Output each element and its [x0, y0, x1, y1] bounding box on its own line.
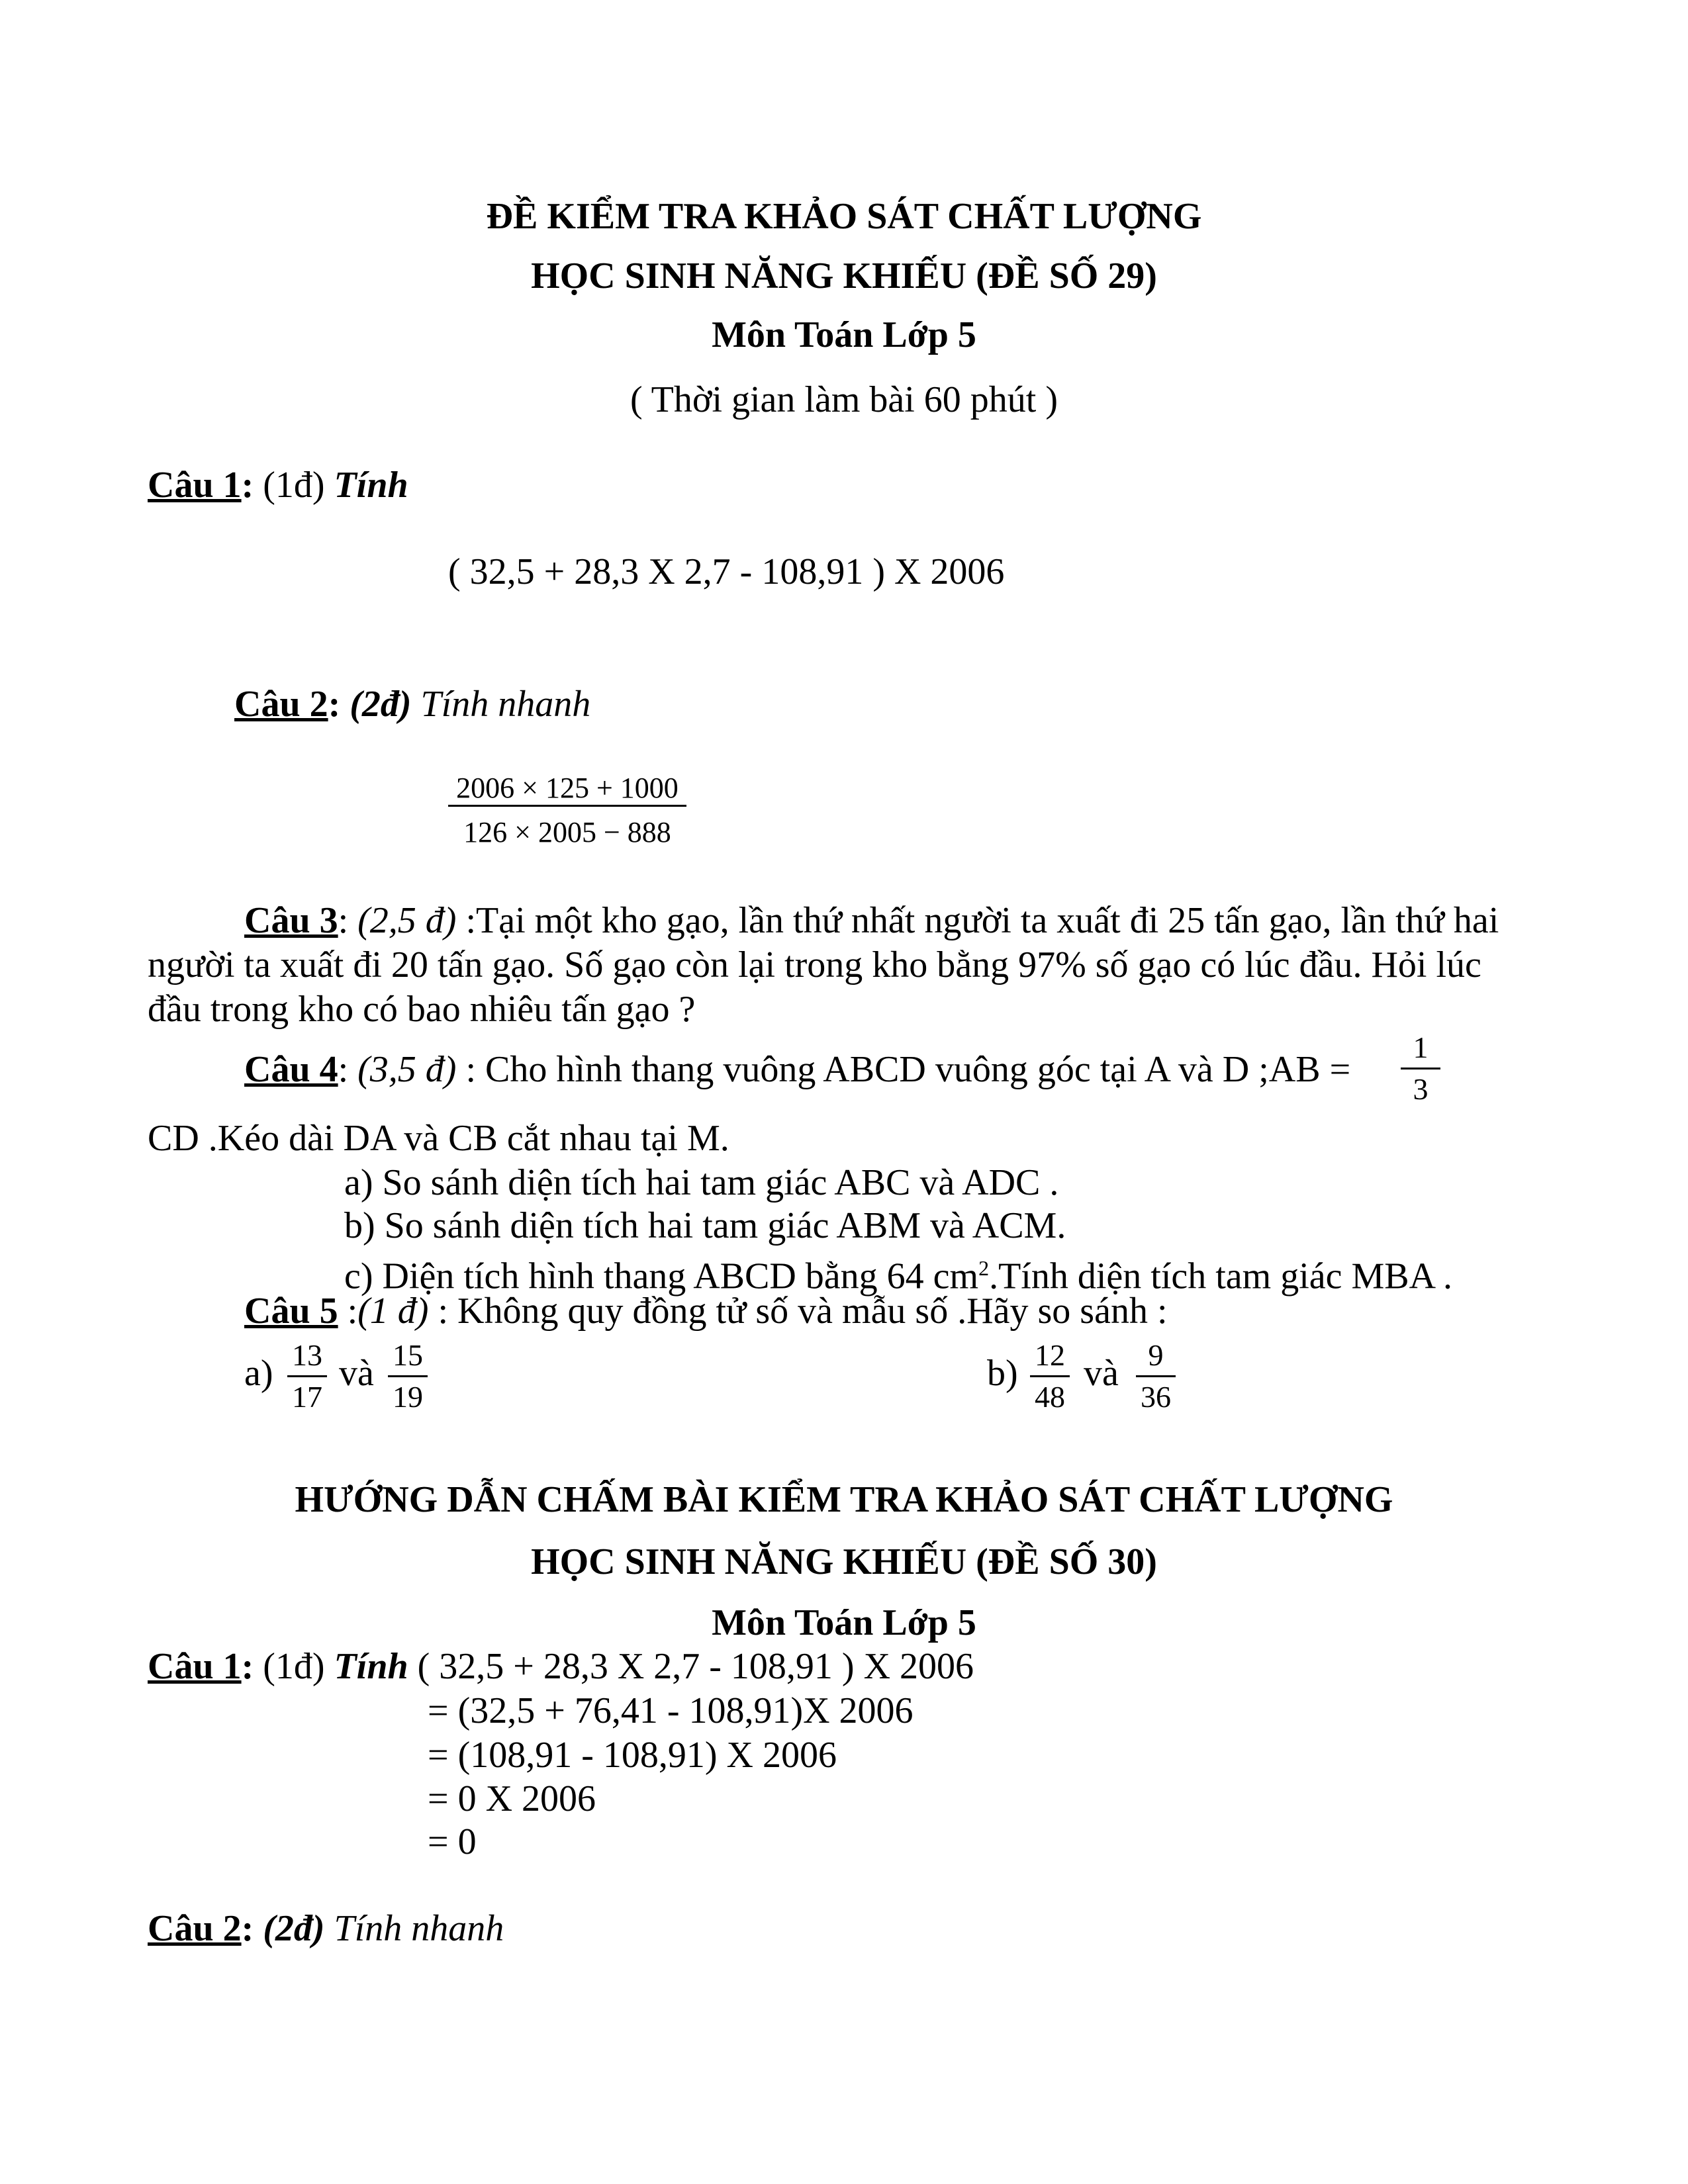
question-4: [244, 1048, 1350, 1091]
a1-expression: ( 32,5 + 28,3 X 2,7 - 108,91 ) X 2006: [408, 1646, 974, 1687]
answer-2: [148, 1907, 504, 1950]
q5-colon: :: [338, 1291, 358, 1332]
q4-line2: CD .Kéo dài DA và CB cắt nhau tại M.: [148, 1118, 729, 1159]
a1-step-2: = (108,91 - 108,91) X 2006: [428, 1735, 837, 1776]
q5-a-and: và: [339, 1353, 374, 1394]
a1-label: Câu 1: [148, 1646, 242, 1687]
answers-title-line1: HƯỚNG DẪN CHẤM BÀI KIỂM TRA KHẢO SÁT CHẤT LƯỢNG: [295, 1479, 1393, 1520]
q5-b-and: và: [1084, 1353, 1119, 1394]
q3-points: (2,5 đ): [357, 900, 457, 941]
q5-a1-den: 17: [292, 1380, 322, 1414]
q1-task: Tính: [334, 465, 408, 506]
q2-numerator: 2006 × 125 + 1000: [448, 772, 686, 807]
q5-a2-num: 15: [388, 1336, 428, 1377]
answers-title-line2: HỌC SINH NĂNG KHIẾU (ĐỀ SỐ 30): [531, 1541, 1157, 1582]
question-5: [244, 1290, 1168, 1332]
q4-frac-den: 3: [1413, 1072, 1429, 1106]
a2-label: Câu 2: [148, 1908, 242, 1949]
q2-task: Tính nhanh: [420, 684, 591, 725]
q4-part-a: a) So sánh diện tích hai tam giác ABC và ADC .: [344, 1162, 1059, 1203]
q1-label: Câu 1: [148, 465, 242, 506]
q4-frac-num: 1: [1401, 1028, 1440, 1069]
q4-points: (3,5 đ): [357, 1049, 457, 1090]
q5-b2-den: 36: [1141, 1380, 1171, 1414]
a1-points: (1đ): [254, 1646, 334, 1687]
q3-line1: :Tại một kho gạo, lần thứ nhất người ta xuất đi 25 tấn gạo, lần thứ hai: [456, 900, 1499, 941]
q5-b1-num: 12: [1030, 1336, 1070, 1377]
q4-c-pre: c) Diện tích hình thang ABCD bằng 64 cm: [344, 1255, 979, 1297]
q5-points: (1 đ): [357, 1291, 429, 1332]
a1-task: Tính: [334, 1646, 408, 1687]
q5-a-label: a): [244, 1353, 273, 1394]
q3-line2: người ta xuất đi 20 tấn gạo. Số gạo còn lại trong kho bằng 97% số gạo có lúc đầu. Hỏi lúc: [148, 944, 1481, 985]
a2-colon: :: [241, 1908, 254, 1949]
q3-label: Câu 3: [244, 900, 338, 941]
q5-b1-den: 48: [1035, 1380, 1065, 1414]
a1-step-1: = (32,5 + 76,41 - 108,91)X 2006: [428, 1690, 914, 1731]
question-3: [244, 899, 1499, 942]
q1-points: (1đ): [254, 465, 334, 506]
a1-step-4: = 0: [428, 1821, 477, 1862]
q3-line3: đầu trong kho có bao nhiêu tấn gạo ?: [148, 989, 696, 1030]
answers-subject: Môn Toán Lớp 5: [712, 1602, 976, 1643]
q5-a-frac2: [388, 1336, 428, 1417]
q5-b2-num: 9: [1136, 1336, 1176, 1377]
q4-c-sup: 2: [978, 1256, 990, 1280]
exam-duration: ( Thời gian làm bài 60 phút ): [630, 379, 1058, 420]
q5-a2-den: 19: [393, 1380, 423, 1414]
a1-step-3: = 0 X 2006: [428, 1778, 596, 1819]
q2-denominator: 126 × 2005 − 888: [463, 816, 671, 848]
q2-colon: :: [328, 684, 341, 725]
q3-colon: :: [338, 900, 358, 941]
q4-label: Câu 4: [244, 1049, 338, 1090]
q5-b-frac2: [1136, 1336, 1176, 1417]
exam-subject: Môn Toán Lớp 5: [712, 314, 976, 355]
exam-title-line1: ĐỀ KIỂM TRA KHẢO SÁT CHẤT LƯỢNG: [486, 196, 1202, 237]
question-1: [148, 464, 408, 506]
a2-task: Tính nhanh: [334, 1908, 504, 1949]
q4-c-post: .Tính diện tích tam giác MBA .: [989, 1255, 1452, 1297]
a1-colon: :: [241, 1646, 254, 1687]
q5-b-label: b): [987, 1353, 1018, 1394]
a2-points: (2đ): [254, 1908, 334, 1949]
q1-colon: :: [241, 465, 254, 506]
q2-points: (2đ): [340, 684, 421, 725]
exam-title-line2: HỌC SINH NĂNG KHIẾU (ĐỀ SỐ 29): [531, 255, 1157, 296]
question-2: [234, 683, 590, 725]
q5-b-frac1: [1030, 1336, 1070, 1417]
q5-label: Câu 5: [244, 1291, 338, 1332]
q2-label: Câu 2: [234, 684, 328, 725]
q4-fraction: [1401, 1028, 1440, 1109]
answer-1: [148, 1645, 974, 1688]
q4-part-b: b) So sánh diện tích hai tam giác ABM và ACM.: [344, 1205, 1066, 1246]
q1-expression: ( 32,5 + 28,3 X 2,7 - 108,91 ) X 2006: [448, 551, 1005, 592]
q4-colon: :: [338, 1049, 358, 1090]
q2-fraction: [448, 772, 686, 849]
q5-a1-num: 13: [287, 1336, 327, 1377]
q4-line1: : Cho hình thang vuông ABCD vuông góc tại A và D ;AB =: [456, 1049, 1351, 1090]
q5-text: : Không quy đồng tử số và mẫu số .Hãy so sánh :: [428, 1291, 1168, 1332]
q5-a-frac1: [287, 1336, 327, 1417]
